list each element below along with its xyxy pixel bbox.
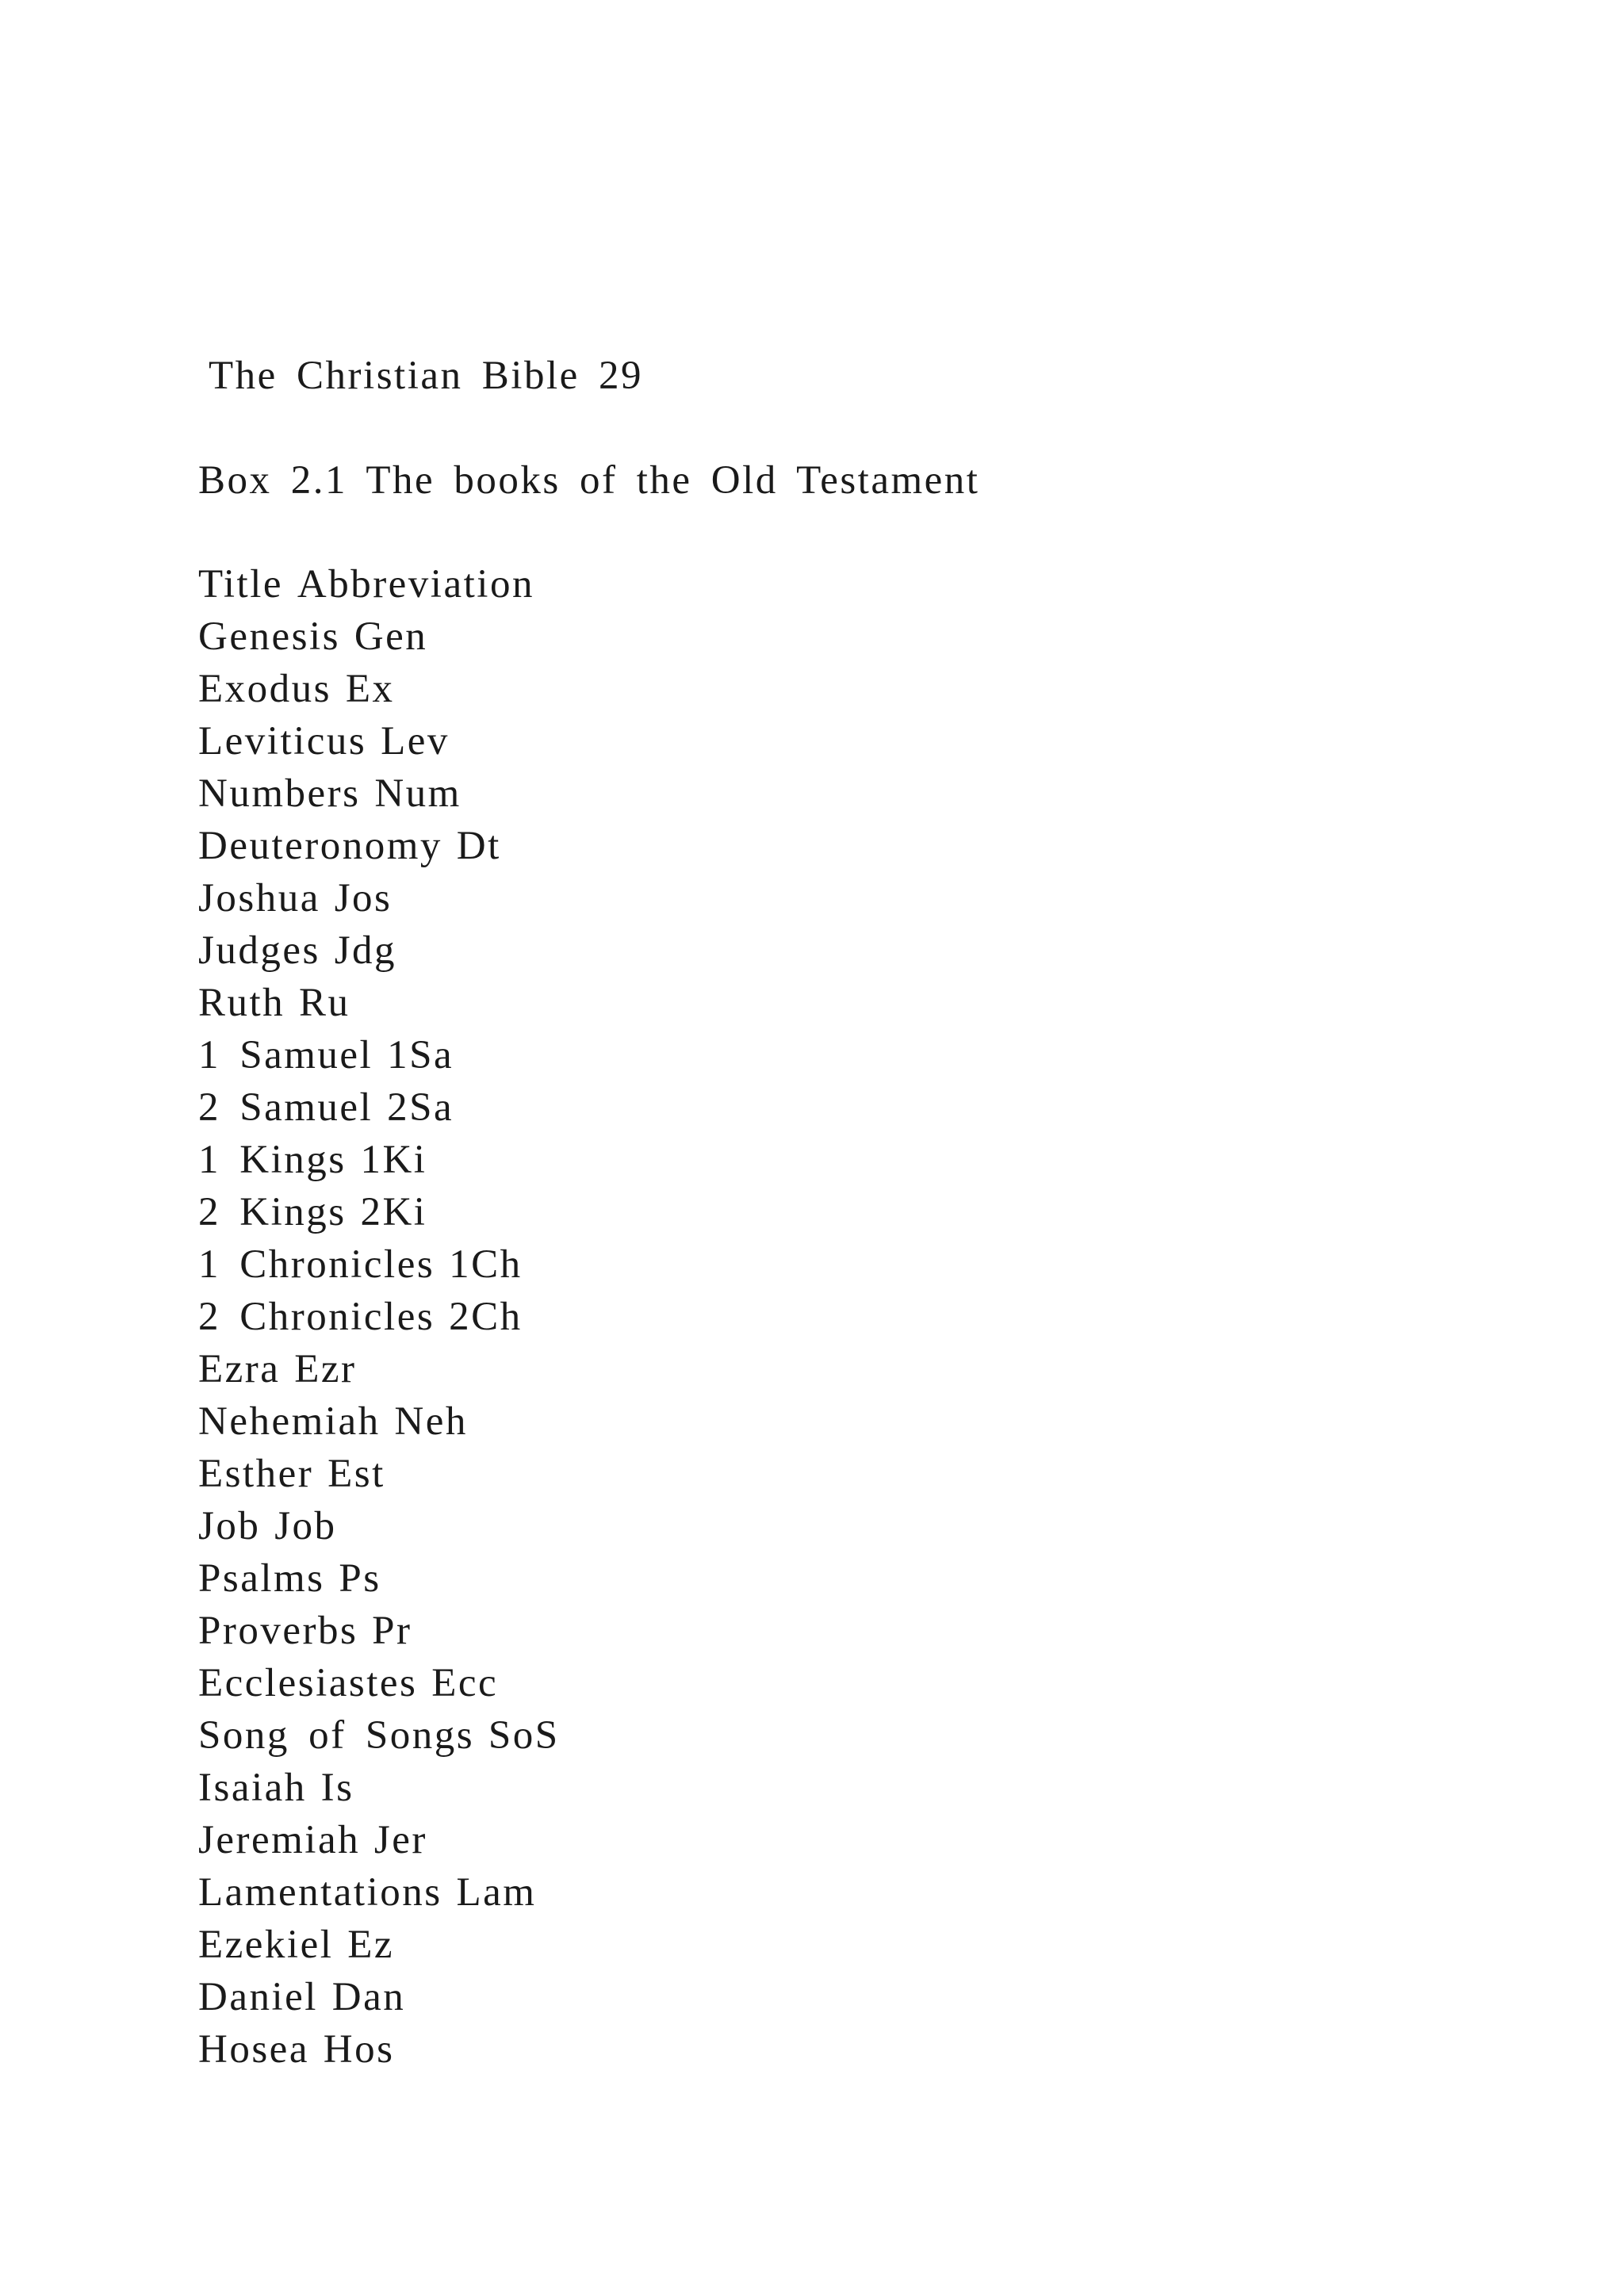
table-row	[198, 1500, 560, 1552]
book-title: Numbers	[198, 771, 361, 816]
book-abbreviation: Pr	[372, 1609, 412, 1653]
book-title: Song of Songs	[198, 1713, 475, 1758]
book-abbreviation: Lev	[381, 719, 450, 763]
book-abbreviation: 1Sa	[387, 1033, 454, 1077]
table-row	[198, 1186, 560, 1238]
table-row	[198, 767, 560, 820]
book-abbreviation: Dt	[456, 824, 501, 868]
table-row	[198, 1657, 560, 1709]
table-row	[198, 1971, 560, 2023]
table-row	[198, 715, 560, 767]
book-abbreviation: 1Ch	[449, 1242, 523, 1287]
book-title: Leviticus	[198, 719, 367, 763]
book-title: 1 Samuel	[198, 1033, 373, 1077]
table-row	[198, 1605, 560, 1657]
book-title: Genesis	[198, 614, 340, 659]
table-row	[198, 1866, 560, 1919]
book-abbreviation: Lam	[456, 1870, 537, 1915]
table-row	[198, 610, 560, 663]
book-title: Ecclesiastes	[198, 1661, 418, 1705]
book-abbreviation: Num	[374, 771, 462, 816]
book-abbreviation: Est	[327, 1452, 385, 1496]
book-title: 2 Samuel	[198, 1085, 373, 1130]
book-abbreviation: 2Ki	[360, 1190, 427, 1234]
table-row	[198, 977, 560, 1029]
book-abbreviation: Jer	[373, 1818, 427, 1862]
column-header-abbreviation: Abbreviation	[297, 562, 534, 607]
book-abbreviation: Ecc	[431, 1661, 499, 1705]
book-abbreviation: 2Sa	[387, 1085, 454, 1130]
book-title: Job	[198, 1504, 261, 1548]
book-title: Ezra	[198, 1347, 281, 1391]
book-abbreviation: Hos	[323, 2027, 395, 2072]
book-title: Hosea	[198, 2027, 309, 2072]
table-row	[198, 1448, 560, 1500]
box-title: Box 2.1 The books of the Old Testament	[198, 458, 980, 503]
table-row	[198, 1395, 560, 1448]
running-header: The Christian Bible 29	[209, 354, 644, 398]
book-title: Psalms	[198, 1556, 325, 1601]
book-abbreviation: Ezr	[294, 1347, 357, 1391]
book-title: Esther	[198, 1452, 314, 1496]
book-abbreviation: Jos	[334, 876, 393, 920]
book-abbreviation: Dan	[331, 1975, 406, 2019]
book-title: 1 Chronicles	[198, 1242, 435, 1287]
book-title: Lamentations	[198, 1870, 442, 1915]
book-abbreviation: Neh	[394, 1399, 468, 1444]
book-abbreviation: 2Ch	[449, 1295, 523, 1339]
book-title: Proverbs	[198, 1609, 358, 1653]
book-title: Isaiah	[198, 1766, 307, 1810]
column-header-title: Title	[198, 562, 284, 607]
table-row	[198, 2023, 560, 2076]
book-title: Ruth	[198, 981, 285, 1025]
book-title: Deuteronomy	[198, 824, 442, 868]
book-abbreviation: Is	[320, 1766, 354, 1810]
book-abbreviation: SoS	[488, 1713, 560, 1758]
table-row	[198, 820, 560, 872]
table-row	[198, 1552, 560, 1605]
book-title: Exodus	[198, 667, 331, 711]
book-abbreviation: Ps	[339, 1556, 381, 1601]
book-title: 2 Chronicles	[198, 1295, 435, 1339]
table-row	[198, 1762, 560, 1814]
book-title: 1 Kings	[198, 1138, 347, 1182]
table-row	[198, 1081, 560, 1134]
book-abbreviation: Ez	[347, 1923, 395, 1967]
table-row	[198, 1343, 560, 1395]
book-title: Ezekiel	[198, 1923, 334, 1967]
book-abbreviation: Gen	[354, 614, 428, 659]
table-row	[198, 1919, 560, 1971]
table-row	[198, 1814, 560, 1866]
table-header-row	[198, 558, 560, 610]
table-row	[198, 663, 560, 715]
book-abbreviation: Jdg	[334, 928, 397, 973]
table-row	[198, 1709, 560, 1762]
table-row	[198, 1238, 560, 1291]
book-abbreviation: 1Ki	[360, 1138, 427, 1182]
table-row	[198, 1134, 560, 1186]
book-title: Nehemiah	[198, 1399, 381, 1444]
book-abbreviation: Ru	[299, 981, 350, 1025]
book-title: 2 Kings	[198, 1190, 347, 1234]
book-abbreviation: Ex	[345, 667, 395, 711]
table-row	[198, 1291, 560, 1343]
table-row	[198, 924, 560, 977]
table-row	[198, 1029, 560, 1081]
book-title: Daniel	[198, 1975, 318, 2019]
books-table	[198, 558, 560, 2076]
table-row	[198, 872, 560, 924]
book-title: Jeremiah	[198, 1818, 361, 1862]
book-title: Joshua	[198, 876, 320, 920]
book-title: Judges	[198, 928, 320, 973]
book-abbreviation: Job	[274, 1504, 337, 1548]
